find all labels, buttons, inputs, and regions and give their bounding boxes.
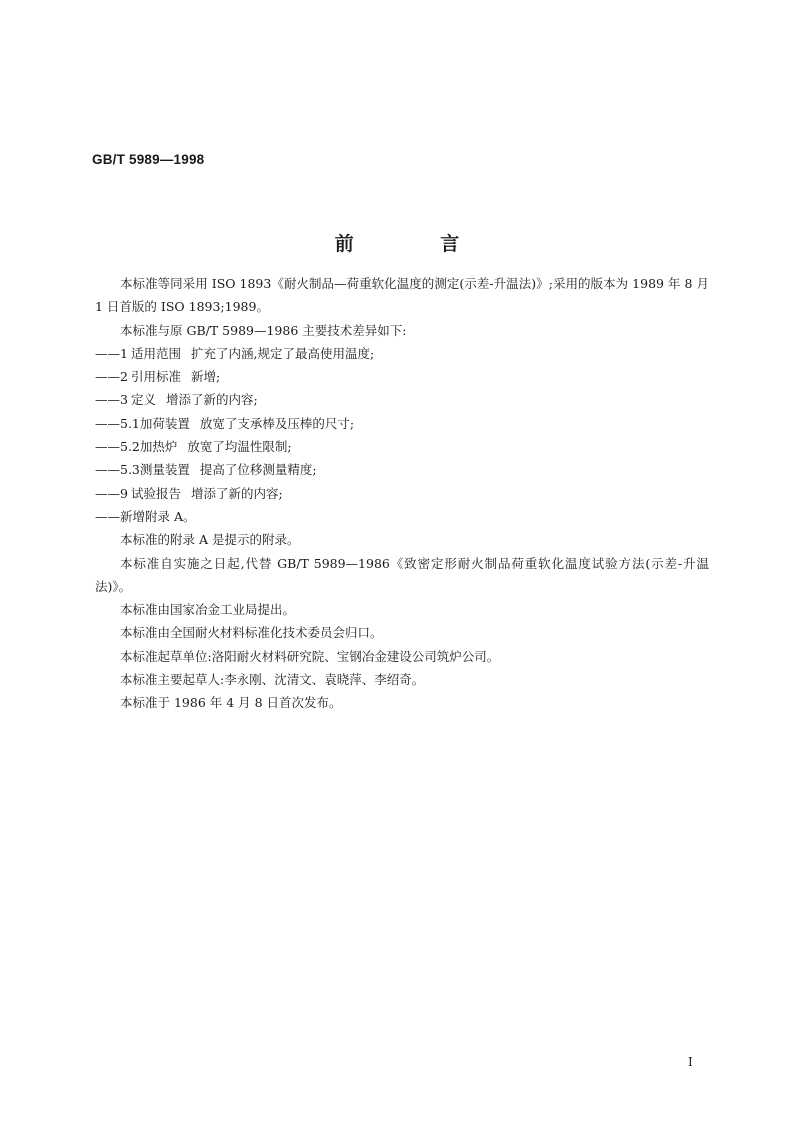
list-item [95, 412, 709, 435]
item-text: 放宽了支承棒及压棒的尺寸; [199, 415, 355, 431]
item-number: ——5.1 [95, 415, 140, 431]
paragraph-first-issued: 本标准于 1986 年 4 月 8 日首次发布。 [120, 695, 342, 711]
item-section: 适用范围 [131, 345, 182, 361]
item-text: 扩充了内涵,规定了最高使用温度; [191, 345, 375, 361]
list-item [95, 458, 709, 481]
item-number: ——1 [95, 345, 128, 361]
item-number: ——5.3 [95, 462, 140, 478]
list-item [95, 365, 709, 388]
item-number: ——2 [95, 369, 128, 385]
item-section: 引用标准 [131, 369, 182, 385]
paragraph-replacement: 本标准自实施之日起,代替 GB/T 5989—1986《致密定形耐火制品荷重软化温度试验方法(示差-升温法)》。 [95, 555, 709, 594]
paragraph-adoption: 本标准等同采用 ISO 1893《耐火制品—荷重软化温度的测定(示差-升温法)》;采用的版本为 1989 年 8 月 1 日首版的 ISO 1893;1989。 [95, 276, 709, 315]
foreword-body [95, 272, 709, 715]
item-text: 放宽了均温性限制; [187, 439, 292, 455]
item-number: ——5.2 [95, 439, 140, 455]
standard-code: GB/T 5989—1998 [92, 152, 205, 167]
item-number: ——9 [95, 485, 128, 501]
paragraph-proposer: 本标准由国家冶金工业局提出。 [120, 602, 296, 618]
paragraph-appendix-note: 本标准的附录 A 是提示的附录。 [120, 532, 300, 548]
list-item [95, 388, 709, 411]
list-item [95, 342, 709, 365]
item-text: 增添了新的内容; [191, 485, 283, 501]
paragraph-differences-intro: 本标准与原 GB/T 5989—1986 主要技术差异如下: [120, 322, 407, 338]
item-section: 测量装置 [139, 462, 190, 478]
paragraph-committee: 本标准由全国耐火材料标准化技术委员会归口。 [120, 625, 383, 641]
item-section: 试验报告 [131, 485, 182, 501]
item-section: 定义 [131, 392, 157, 408]
item-text: 增添了新的内容; [166, 392, 258, 408]
page-title: 前 言 [334, 233, 500, 255]
list-item-appendix: ——新增附录 A。 [95, 508, 196, 524]
paragraph-drafters: 本标准主要起草人:李永刚、沈清文、袁晓萍、李绍奇。 [120, 672, 425, 688]
item-text: 提高了位移测量精度; [199, 462, 317, 478]
list-item [95, 435, 709, 458]
item-text: 新增; [191, 369, 221, 385]
list-item [95, 482, 709, 505]
item-section: 加热炉 [139, 439, 178, 455]
item-section: 加荷装置 [139, 415, 190, 431]
item-number: ——3 [95, 392, 128, 408]
page-number: I [688, 1055, 693, 1069]
paragraph-drafting-units: 本标准起草单位:洛阳耐火材料研究院、宝钢冶金建设公司筑炉公司。 [120, 648, 500, 664]
